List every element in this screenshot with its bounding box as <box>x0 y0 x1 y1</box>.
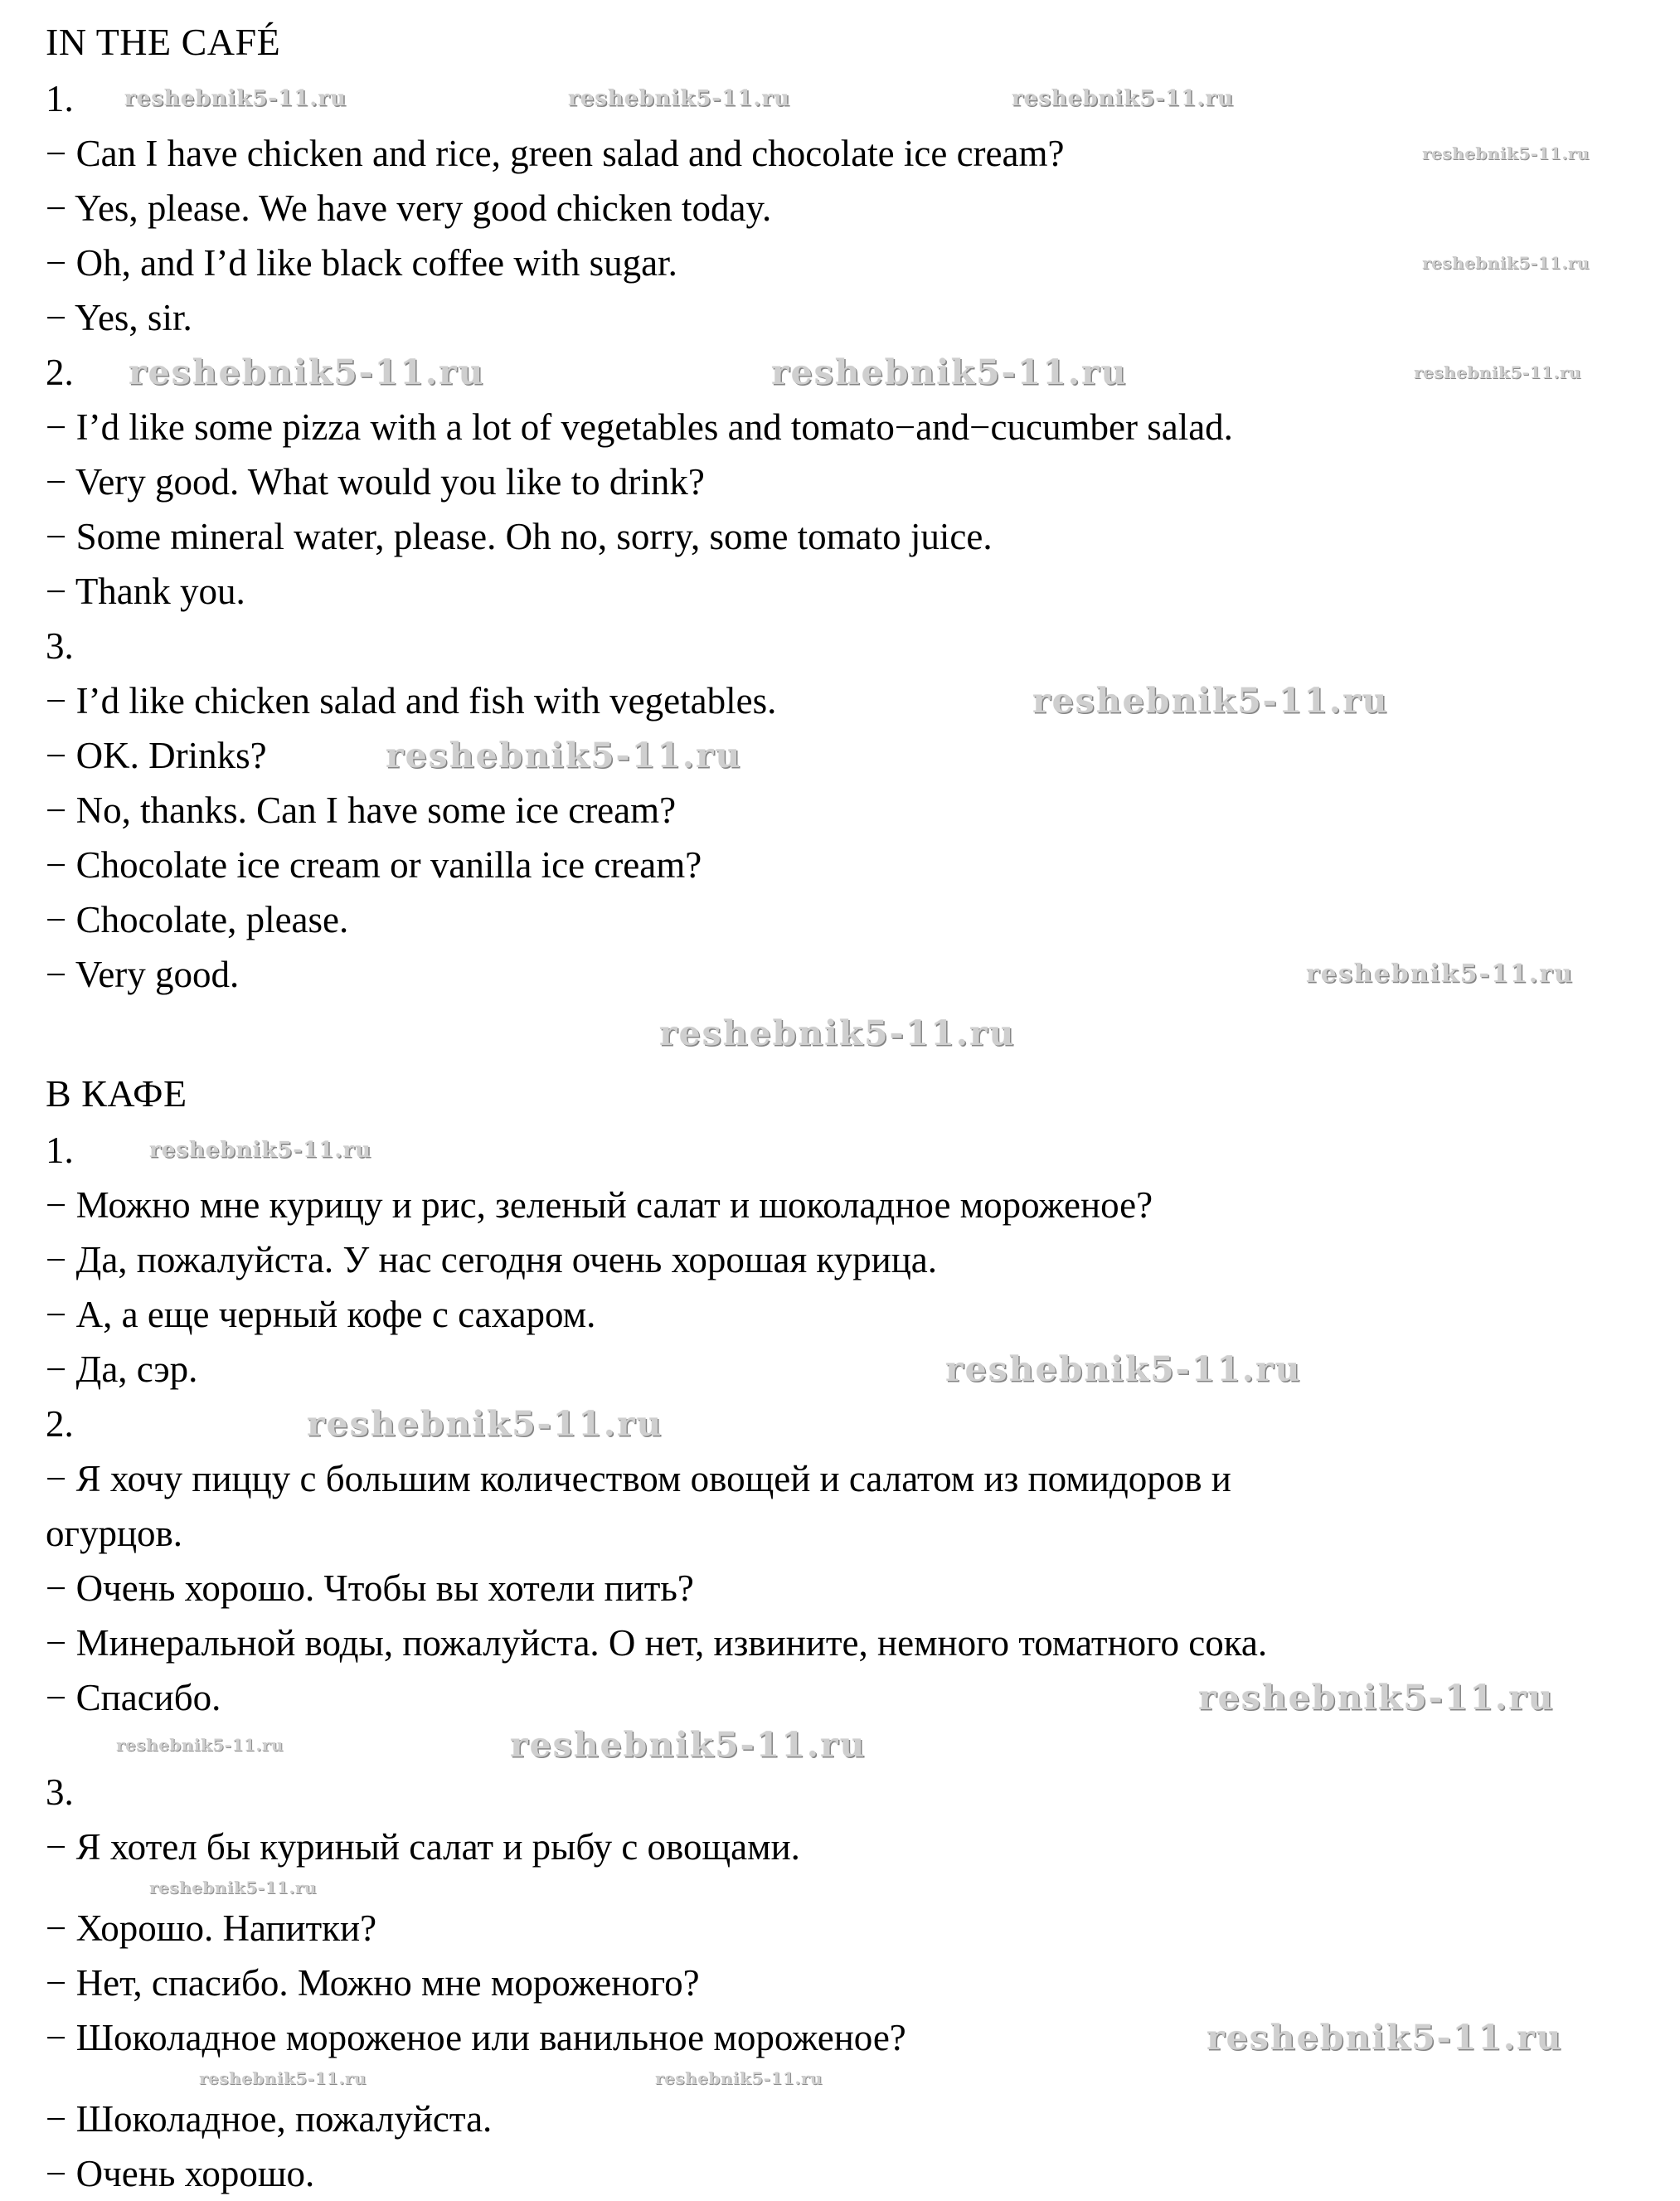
watermark-text: reshebnik5-11.ru <box>1306 960 1574 989</box>
line-text: − Oh, and I’d like black coffee with sugar. <box>46 242 677 284</box>
section-number <box>46 619 1647 673</box>
dialogue-line <box>46 2010 1647 2065</box>
section-number-text: 3. <box>46 1771 74 1813</box>
watermark-text: reshebnik5-11.ru <box>568 86 791 111</box>
dialogue-line <box>46 1561 1647 1616</box>
dialogue-line <box>46 1901 1647 1956</box>
watermark-text: reshebnik5-11.ru <box>1207 2018 1563 2058</box>
dialogue-line <box>46 1616 1647 1670</box>
line-text: − Очень хорошо. <box>46 2153 315 2194</box>
line-text: − Very good. What would you like to drink? <box>46 461 705 503</box>
dialogue-line <box>46 564 1647 619</box>
watermark-text: reshebnik5-11.ru <box>386 736 742 775</box>
dialogue-line <box>46 1287 1647 1342</box>
dialogue-line <box>46 1451 1647 1506</box>
watermark-text: reshebnik5-11.ru <box>116 1735 284 1755</box>
line-text: − Спасибо. <box>46 1677 221 1718</box>
watermark-row <box>46 1874 1647 1901</box>
line-text: − Yes, sir. <box>46 297 192 338</box>
watermark-text: reshebnik5-11.ru <box>945 1349 1302 1389</box>
line-text: − Я хотел бы куриный салат и рыбу с овощами. <box>46 1826 800 1868</box>
section-number-text: 2. <box>46 352 74 393</box>
line-text: − Нет, спасибо. Можно мне мороженого? <box>46 1962 700 2004</box>
watermark-text: reshebnik5-11.ru <box>149 1878 317 1897</box>
section-number <box>46 1765 1647 1820</box>
line-text: огурцов. <box>46 1513 183 1554</box>
dialogue-line <box>46 2092 1647 2146</box>
watermark-text: reshebnik5-11.ru <box>659 1013 1016 1053</box>
dialogue-line <box>46 1820 1647 1874</box>
line-text: − Some mineral water, please. Oh no, sorry, some tomato juice. <box>46 516 993 557</box>
dialogue-line <box>46 838 1647 892</box>
watermark-text: reshebnik5-11.ru <box>655 2068 823 2088</box>
watermark-text: reshebnik5-11.ru <box>129 352 485 392</box>
line-text: − Шоколадное, пожалуйста. <box>46 2098 493 2140</box>
title-russian: В КАФЕ <box>46 1072 187 1115</box>
dialogue-line <box>46 509 1647 564</box>
line-text: − Шоколадное мороженое или ванильное мороженое? <box>46 2017 906 2058</box>
dialogue-line <box>46 2146 1647 2201</box>
line-text: − Yes, please. We have very good chicken today. <box>46 187 772 229</box>
watermark-row <box>46 1002 1647 1065</box>
dialogue-line <box>46 947 1647 1002</box>
line-text: − Chocolate, please. <box>46 899 349 940</box>
section-number <box>46 1397 1647 1451</box>
line-text: − А, а еще черный кофе с сахаром. <box>46 1294 596 1335</box>
watermark-text: reshebnik5-11.ru <box>1032 681 1389 721</box>
watermark-text: reshebnik5-11.ru <box>1012 86 1235 111</box>
title-english: IN THE CAFÉ <box>46 21 281 63</box>
watermark-text: reshebnik5-11.ru <box>1198 1678 1555 1718</box>
dialogue-line <box>46 673 1647 728</box>
line-text: − Very good. <box>46 954 240 995</box>
dialogue-line <box>46 1342 1647 1397</box>
dialogue-line <box>46 126 1647 181</box>
dialogue-line <box>46 1670 1647 1725</box>
line-text: − Можно мне курицу и рис, зеленый салат и шоколадное мороженое? <box>46 1184 1153 1226</box>
watermark-row <box>46 2065 1647 2092</box>
dialogue-line <box>46 1178 1647 1232</box>
line-text: − Thank you. <box>46 571 245 612</box>
section-number <box>46 345 1647 400</box>
dialogue-line <box>46 1506 1647 1561</box>
dialogue-line <box>46 236 1647 290</box>
dialogue-line <box>46 1956 1647 2010</box>
line-text: − Да, пожалуйста. У нас сегодня очень хорошая курица. <box>46 1239 938 1280</box>
watermark-text: reshebnik5-11.ru <box>124 86 347 111</box>
line-text: − Хорошо. Напитки? <box>46 1907 377 1949</box>
dialogue-line <box>46 290 1647 345</box>
watermark-text: reshebnik5-11.ru <box>510 1725 867 1765</box>
watermark-text: reshebnik5-11.ru <box>1422 143 1590 163</box>
watermark-text: reshebnik5-11.ru <box>1414 362 1581 382</box>
section-number-text: 1. <box>46 1130 74 1171</box>
watermark-text: reshebnik5-11.ru <box>771 352 1128 392</box>
dialogue-line <box>46 728 1647 783</box>
line-text: − OK. Drinks? <box>46 735 267 776</box>
dialogue-line <box>46 400 1647 454</box>
line-text: − Я хочу пиццу с большим количеством овощей и салатом из помидоров и <box>46 1458 1231 1499</box>
watermark-text: reshebnik5-11.ru <box>1422 253 1590 273</box>
dialogue-line <box>46 1232 1647 1287</box>
line-text: − Can I have chicken and rice, green salad and chocolate ice cream? <box>46 133 1065 174</box>
line-text: − Очень хорошо. Чтобы вы хотели пить? <box>46 1567 694 1609</box>
section-number-text: 2. <box>46 1403 74 1445</box>
watermark-text: reshebnik5-11.ru <box>307 1404 663 1444</box>
watermark-text: reshebnik5-11.ru <box>199 2068 367 2088</box>
section-number-text: 1. <box>46 78 74 119</box>
watermark-row <box>46 1725 1647 1765</box>
line-text: − I’d like some pizza with a lot of vegetables and tomato−and−cucumber salad. <box>46 406 1233 448</box>
line-text: − Минеральной воды, пожалуйста. О нет, извините, немного томатного сока. <box>46 1622 1268 1664</box>
line-text: − No, thanks. Can I have some ice cream? <box>46 790 677 831</box>
line-text: − Да, сэр. <box>46 1348 198 1390</box>
section-number-text: 3. <box>46 625 74 667</box>
line-text: − Chocolate ice cream or vanilla ice cream? <box>46 844 702 886</box>
dialogue-line <box>46 454 1647 509</box>
dialogue-line <box>46 892 1647 947</box>
line-text: − I’d like chicken salad and fish with vegetables. <box>46 680 777 722</box>
dialogue-line <box>46 181 1647 236</box>
dialogue-line <box>46 783 1647 838</box>
section-number <box>46 71 1647 126</box>
section-number <box>46 1123 1647 1178</box>
watermark-text: reshebnik5-11.ru <box>149 1138 372 1163</box>
